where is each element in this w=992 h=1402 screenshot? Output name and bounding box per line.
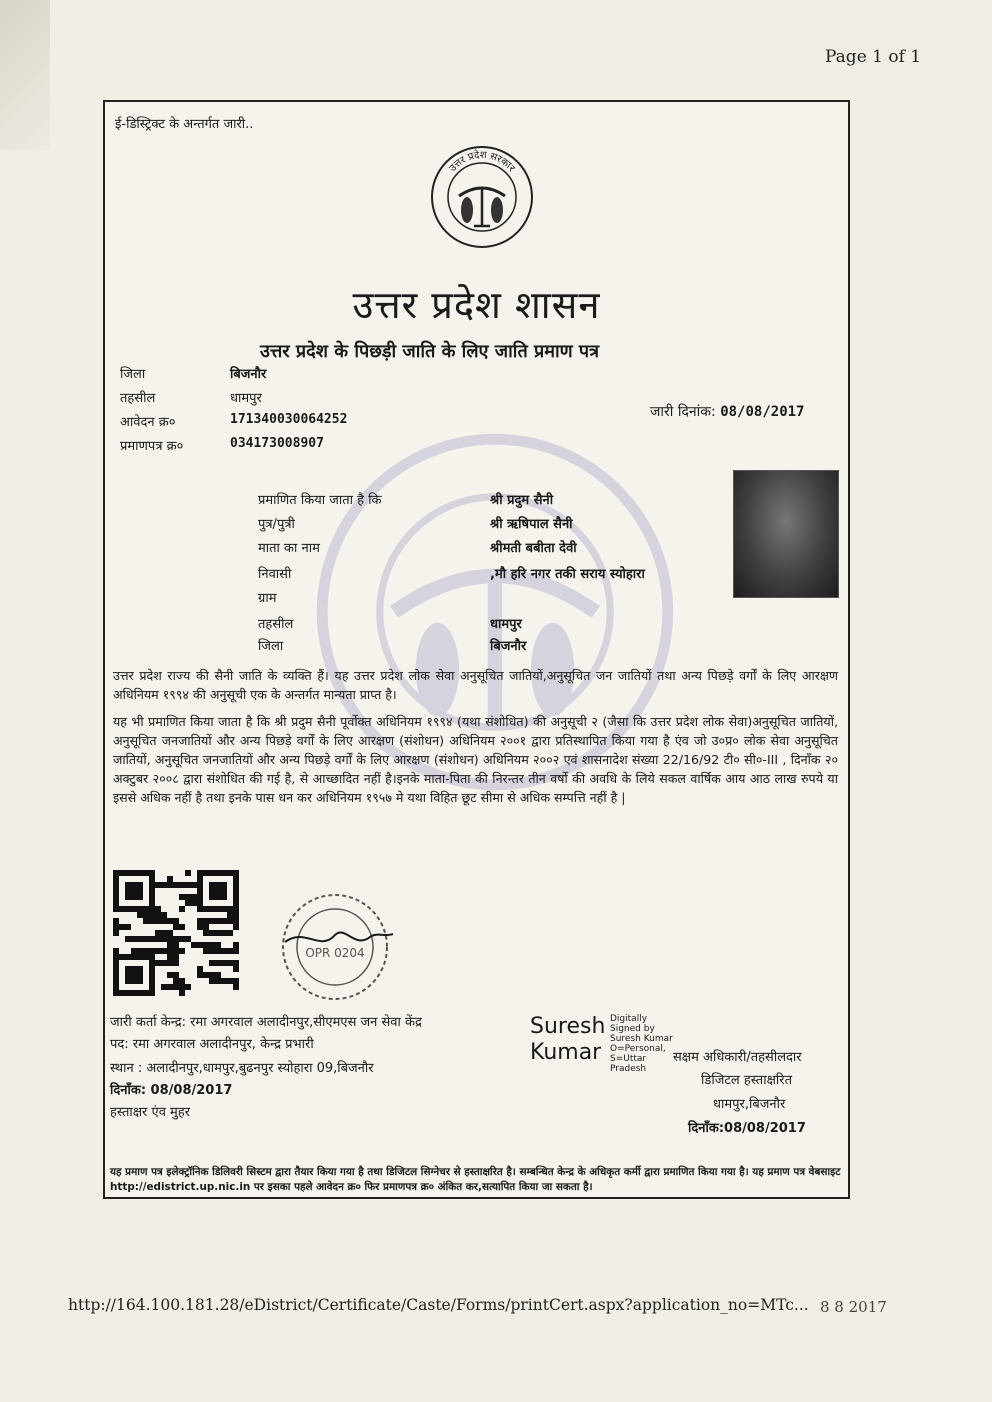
field-district-label: जिला [258,639,284,654]
print-url: http://164.100.181.28/eDistrict/Certificate/Caste/Forms/printCert.aspx?application_no=MTc... [68,1296,809,1314]
mother-name: श्रीमती बबीता देवी [490,541,577,556]
print-date: 8 8 2017 [820,1298,887,1316]
district-value: बिजनौर [230,367,267,382]
mother-label: माता का नाम [258,541,320,556]
page-indicator: Page 1 of 1 [825,47,922,67]
tehsil-value: धामपुर [230,391,262,406]
government-title: उत्तर प्रदेश शासन [352,283,601,327]
application-no-label: आवेदन क्र० [120,415,176,430]
verification-note: यह प्रमाण पत्र इलेक्ट्रॉनिक डिलिवरी सिस्टम द्वारा तैयार किया गया है तथा डिजिटल सिग्नेचर से हस्ताक्षरित है। सम्बन्धित केन्द्र के अधिकृत कर्मी द्वारा प्रमाणित किया गया है। यह प्रमाण पत्र वेबसाइट http://edistrict.up.nic.in पर इसका पहले आवेदन क्र० फिर प्रमाणपत्र क्र० अंकित कर,सत्यापित किया जा सकता है। [110,1166,841,1193]
creamy-layer-statement: यह भी प्रमाणित किया जाता है कि श्री प्रदुम सैनी पूर्वोक्त अधिनियम १९९४ (यथा संशोधित) की अनुसूची २ (जैसा कि उत्तर प्रदेश लोक सेवा)अनुसूचित जातियों, अनुसूचित जनजातियों और अन्य पिछड़े वर्गों के लिए आरक्षण (संशोधन) अधिनियम २००१ द्वारा प्रतिस्थापित किया गया है एंव जो उ०प्र० लोक सेवा अनुसूचित जातियों, अनुसूचित जनजातियों और अन्य पिछड़े वर्गों के लिए आरक्षण (संशोधन) अधिनियम २००२ एवं शासनादेश संख्या 22/16/92 टी० सी०-III , दिनाँक २० अक्टुबर २००८ द्वारा संशोधित की गई है, से आच्छादित नहीं है।इनके माता-पिता की निरन्तर तीन वर्षो की अवधि के लिये सकल वार्षिक आय आठ लाख रुपये या इससे अधिक नहीं है तथा इनके पास धन कर अधिनियम १९५७ मे यथा विहित छूट सीमा से अधिक सम्पत्ति नहीं है | [113,714,838,805]
officer-digital-signed: डिजिटल हस्ताक्षरित [701,1073,792,1088]
up-emblem-icon [429,144,535,250]
officer-place: धामपुर,बिजनौर [713,1097,786,1112]
field-tehsil-value: धामपुर [490,617,522,632]
svg-text:OPR 0204: OPR 0204 [305,946,365,960]
officer-title: सक्षम अधिकारी/तहसीलदार [673,1050,802,1065]
holder-name: श्री प्रदुम सैनी [490,493,554,508]
issue-date-label: जारी दिनांक: [650,404,716,420]
office-stamp [275,887,395,1007]
parent-label: पुत्र/पुत्री [258,517,295,532]
resident-label: निवासी [258,567,292,582]
resident-value: ,मौ हरि नगर तकी सराय स्योहारा [490,567,645,582]
certificate-no-value: 034173008907 [230,436,324,451]
caste-statement: उत्तर प्रदेश राज्य की सैनी जाति के व्यक्ति हैं। यह उत्तर प्रदेश लोक सेवा अनुसूचित जातियों,अनुसूचित जन जातियों तथा अन्य पिछड़े वर्गों के लिए आरक्षण अधिनियम १९९४ की अनुसूची एक के अन्तर्गत मान्यता प्राप्त है। [113,668,838,702]
paper-fold [0,0,50,150]
issuing-centre: जारी कर्ता केन्द्र: रमा अगरवाल अलादीनपुर,सीएमएस जन सेवा केंद्र [110,1015,422,1030]
tehsil-label: तहसील [120,391,156,406]
field-tehsil-label: तहसील [258,617,294,632]
issuer-post: पद: रमा अगरवाल अलादीनपुर, केन्द्र प्रभारी [110,1037,314,1052]
certificate [103,100,850,1199]
district-label: जिला [120,367,146,382]
holder-photo [733,470,839,598]
digital-signer-name: Suresh Kumar [530,1014,606,1065]
certify-label: प्रमाणित किया जाता है कि [258,493,382,508]
digital-signature-details: Digitally Signed by Suresh Kumar O=Personal, S=Uttar Pradesh [610,1014,673,1074]
application-no-value: 171340030064252 [230,412,348,427]
issue-date [650,402,805,421]
village-label: ग्राम [258,591,277,606]
issuer-date: दिनाँक: 08/08/2017 [110,1083,233,1098]
issued-under-note: ई-डिस्ट्रिक्ट के अन्तर्गत जारी.. [115,117,254,132]
issue-date-value: 08/08/2017 [720,404,805,420]
field-district-value: बिजनौर [490,639,527,654]
issuer-place: स्थान : अलादीनपुर,धामपुर,बुढनपुर स्योहारा 09,बिजनौर [110,1061,374,1076]
certificate-no-label: प्रमाणपत्र क्र० [120,439,184,454]
qr-code-icon [113,870,239,996]
officer-date: दिनाँक:08/08/2017 [688,1121,806,1136]
svg-text:उत्तर प्रदेश सरकार: उत्तर प्रदेश सरकार [447,149,517,175]
father-name: श्री ऋषिपाल सैनी [490,517,573,532]
sign-and-seal-label: हस्ताक्षर एंव मुहर [110,1105,191,1120]
certificate-title: उत्तर प्रदेश के पिछड़ी जाति के लिए जाति प्रमाण पत्र [260,341,600,362]
